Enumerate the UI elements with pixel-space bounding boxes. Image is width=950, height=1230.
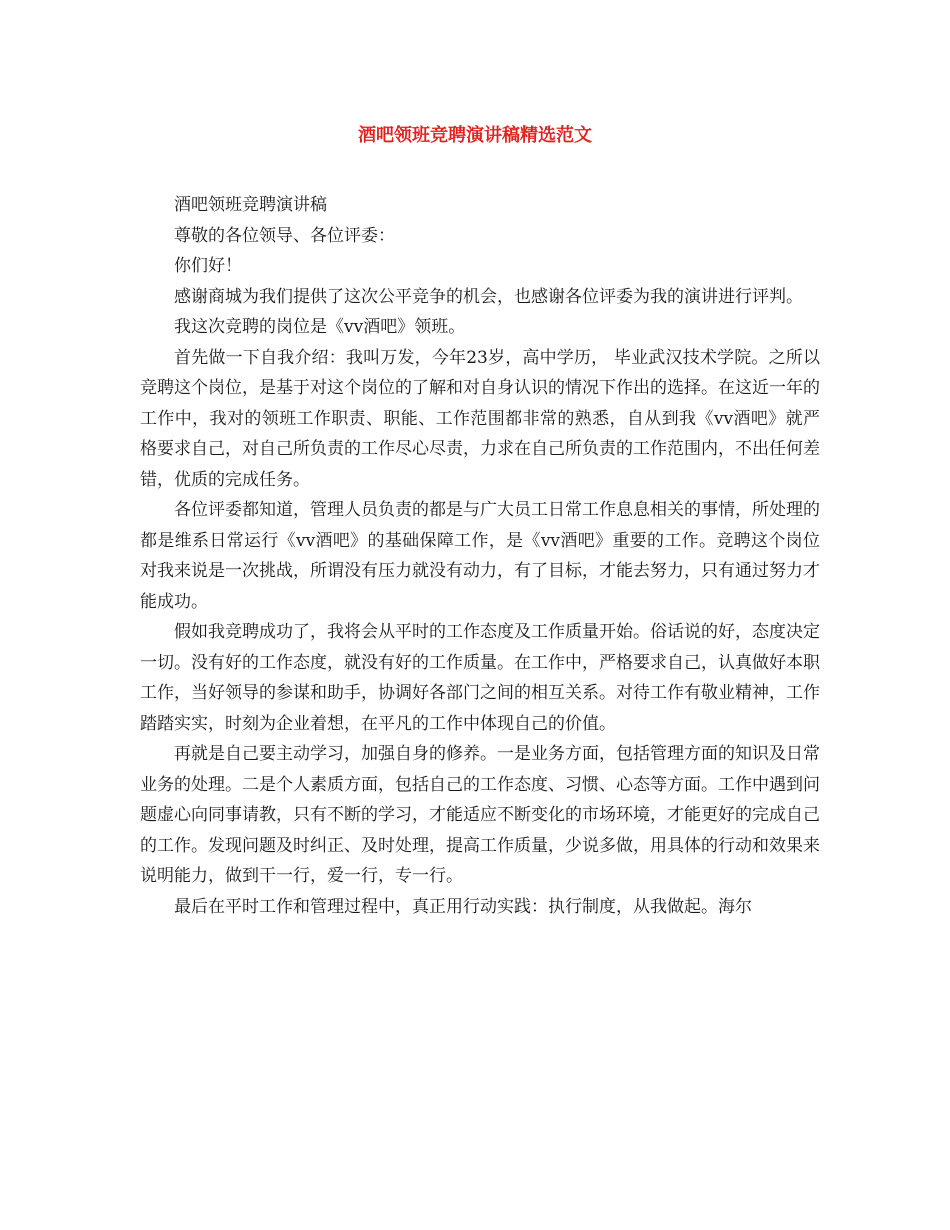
paragraph: 再就是自己要主动学习，加强自身的修养。一是业务方面，包括管理方面的知识及日常业务的处理。二是个人素质方面，包括自己的工作态度、习惯、心态等方面。工作中遇到问题虚心向同事请教，只有不断的学习，才能适应不断变化的市场环境，才能更好的完成自己的工作。发现问题及时纠正、及时处理，提高工作质量，少说多做，用具体的行动和效果来说明能力，做到干一行，爱一行，专一行。: [140, 744, 820, 886]
paragraph: 假如我竞聘成功了，我将会从平时的工作态度及工作质量开始。俗话说的好，态度决定一切。没有好的工作态度，就没有好的工作质量。在工作中，严格要求自己，认真做好本职工作，当好领导的参谋和助手，协调好各部门之间的相互关系。对待工作有敬业精神，工作踏踏实实，时刻为企业着想，在平凡的工作中体现自己的价值。: [140, 622, 820, 734]
paragraph: 尊敬的各位领导、各位评委：: [174, 225, 395, 246]
paragraph: 我这次竞聘的岗位是《vv酒吧》领班。: [174, 317, 466, 337]
paragraph: 感谢商城为我们提供了这次公平竞争的机会，也感谢各位评委为我的演讲进行评判。: [174, 286, 803, 307]
paragraph: 你们好！: [174, 256, 242, 276]
paragraph: 各位评委都知道，管理人员负责的都是与广大员工日常工作息息相关的事情，所处理的都是维系日常运行《vv酒吧》的基础保障工作，是《vv酒吧》重要的工作。竞聘这个岗位对我来说是一次挑战，所谓没有压力就没有动力，有了目标，才能去努力，只有通过努力才能成功。: [140, 500, 820, 612]
paragraph: 最后在平时工作和管理过程中，真正用行动实践：执行制度，从我做起。海尔: [174, 896, 752, 917]
paragraph: 首先做一下自我介绍：我叫万发，今年23岁，高中学历， 毕业武汉技术学院。之所以竞聘这个岗位，是基于对这个岗位的了解和对自身认识的情况下作出的选择。在这近一年的工作中，我对的领班工作职责、职能、工作范围都非常的熟悉，自从到我《vv酒吧》就严格要求自己，对自己所负责的工作尽心尽责，力求在自己所负责的工作范围内，不出任何差错，优质的完成任务。: [140, 347, 820, 490]
paragraph: 酒吧领班竞聘演讲稿: [174, 195, 327, 215]
document-body: [140, 190, 820, 922]
document-title: 酒吧领班竞聘演讲稿精选范文: [358, 125, 592, 146]
